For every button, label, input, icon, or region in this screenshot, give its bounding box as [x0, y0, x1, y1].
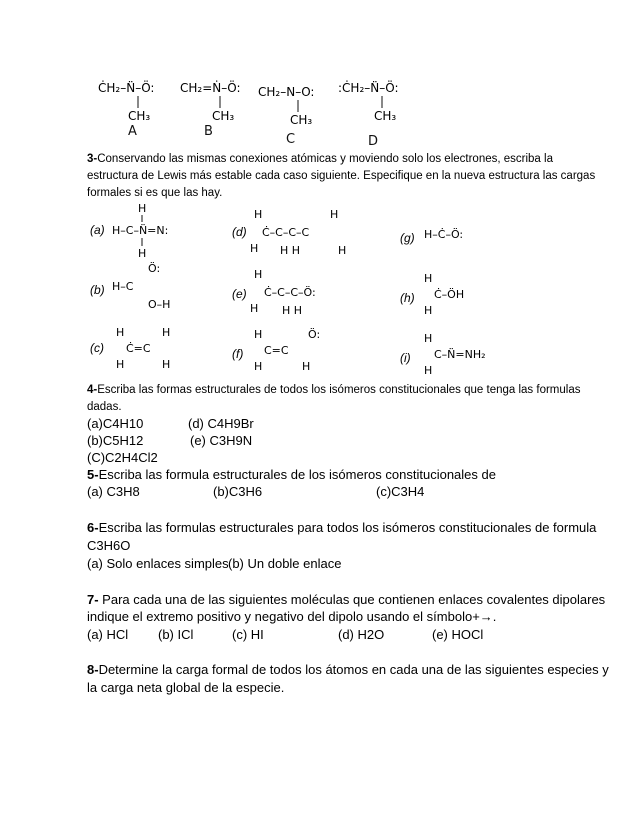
svg-text:H–Ċ–Ö:: H–Ċ–Ö:: [424, 228, 464, 241]
svg-text:H: H: [116, 358, 125, 371]
svg-text:H: H: [254, 360, 263, 373]
q3-structure-h: [420, 272, 500, 326]
q3-label-a: (a): [90, 223, 105, 237]
svg-text:Ċ=C: Ċ=C: [126, 342, 151, 355]
svg-text:H: H: [424, 332, 433, 345]
q3-line1: [87, 151, 553, 168]
q3-label-g: (g): [400, 231, 415, 245]
q3-label-b: (b): [90, 283, 105, 297]
svg-text:H: H: [254, 268, 263, 281]
q4-line1: [87, 382, 580, 399]
q3-structure-i-drawing: [420, 332, 530, 382]
q5-number: 5-: [87, 467, 99, 482]
q5-a: (a) C3H8: [87, 484, 140, 499]
svg-text:H–C–N̈=N:: H–C–N̈=N:: [112, 224, 169, 237]
structure-c-drawing: [258, 82, 338, 142]
q3-label-f: (f): [232, 347, 244, 361]
svg-text:H: H: [424, 304, 433, 317]
svg-text:O–H: O–H: [148, 298, 171, 311]
q7-item-e: (e) HOCl: [432, 627, 484, 642]
svg-text:H: H: [162, 326, 171, 339]
q6-number: 6-: [87, 520, 99, 535]
q3-structure-d: [250, 208, 360, 267]
q7-number: 7-: [87, 592, 99, 607]
q3-structure-e-drawing: [250, 268, 360, 323]
q6-formula: C3H6O: [87, 538, 131, 553]
svg-text:C=C: C=C: [264, 344, 289, 357]
svg-text:H: H: [116, 326, 125, 339]
q8-line1: [87, 662, 609, 678]
q4-row2-left: (b)C5H12: [87, 433, 144, 448]
q3-structure-b: [112, 262, 202, 326]
q3-line2: estructura de Lewis más estable cada caso siguiente. Especifique en la nueva estructura las cargas: [87, 170, 596, 182]
q3-structure-a-drawing: [112, 202, 212, 262]
q3-structure-h-drawing: [420, 272, 500, 322]
q4-row2-right: (e) C3H9N: [190, 433, 253, 448]
q3-label-h: (h): [400, 291, 415, 305]
q8-text1: Determine la carga formal de todos los átomos en cada una de las siguientes especies y: [98, 662, 609, 677]
q3-structure-e: [250, 268, 360, 327]
svg-text:Ċ–ÖH: Ċ–ÖH: [434, 288, 465, 301]
svg-text:CH₃: CH₃: [128, 109, 151, 123]
q3-line3: formales si es que las hay.: [87, 187, 223, 199]
q7-item-a: (a) HCl: [87, 627, 129, 642]
q3-structure-i: [420, 332, 530, 386]
svg-text:H: H: [250, 302, 259, 315]
q4-row3-left: (C)C2H4Cl2: [87, 450, 158, 465]
svg-text:H–C: H–C: [112, 280, 134, 293]
svg-text:H: H: [162, 358, 171, 371]
structure-b-label: B: [204, 124, 213, 139]
q6-text1: Escriba las formulas estructurales para todos los isómeros constitucionales de formula: [98, 520, 597, 535]
svg-text:H: H: [338, 244, 347, 257]
svg-text:ĊH₂–N̈–Ö:: ĊH₂–N̈–Ö:: [98, 81, 155, 95]
q3-structure-c-drawing: [112, 326, 202, 376]
structure-a: [98, 78, 178, 142]
q7-arrow: +→.: [472, 609, 497, 624]
q3-text1: Conservando las mismas conexiones atómicas y moviendo solo los electrones, escriba la: [97, 153, 553, 165]
svg-text:CH₃: CH₃: [212, 109, 235, 123]
q3-structure-a: [112, 202, 212, 266]
q3-structure-g-drawing: [424, 222, 514, 246]
svg-text:H: H: [138, 202, 147, 215]
q5-b: (b)C3H6: [213, 484, 263, 499]
structure-d-drawing: [338, 78, 418, 138]
q3-structure-f: [250, 328, 340, 382]
q3-structure-b-drawing: [112, 262, 202, 322]
q8-number: 8-: [87, 662, 99, 677]
q3-structure-c: [112, 326, 202, 380]
q3-number: 3-: [87, 153, 98, 165]
svg-text:Ö:: Ö:: [148, 262, 161, 275]
q4-number: 4-: [87, 384, 98, 396]
structure-d-label: D: [368, 134, 379, 149]
q7-text1: Para cada una de las siguientes moléculas que contienen enlaces covalentes dipolares: [98, 592, 606, 607]
svg-text:H: H: [254, 208, 263, 221]
svg-text:Ċ–C–C–Ö:: Ċ–C–C–Ö:: [264, 286, 316, 299]
structure-a-label: A: [128, 124, 137, 139]
q7-item-c: (c) HI: [232, 627, 264, 642]
structure-a-drawing: [98, 78, 178, 138]
svg-text:H: H: [250, 242, 259, 255]
q8-line2: la carga neta global de la especie.: [87, 680, 285, 695]
q6-b: (b) Un doble enlace: [228, 556, 342, 571]
q4-row1-left: (a)C4H10: [87, 416, 144, 431]
svg-text:H H: H H: [280, 244, 301, 257]
q4-line2: dadas.: [87, 401, 122, 413]
svg-text:CH₃: CH₃: [290, 113, 313, 127]
q5-line1: [87, 467, 496, 483]
structure-b-drawing: [180, 78, 260, 138]
svg-text:H: H: [330, 208, 339, 221]
q5-text1: Escriba las formula estructurales de los isómeros constitucionales de: [98, 467, 496, 482]
svg-text::ĊH₂–N̈–Ö:: :ĊH₂–N̈–Ö:: [338, 81, 399, 95]
svg-text:CH₂=Ṅ–Ö:: CH₂=Ṅ–Ö:: [180, 81, 241, 95]
structure-c: [258, 82, 338, 146]
svg-text:H: H: [254, 328, 263, 341]
q7-text2: indique el extremo positivo y negativo del dipolo usando el símbolo: [87, 609, 473, 624]
q3-label-e: (e): [232, 287, 247, 301]
q4-row1-right: (d) C4H9Br: [188, 416, 254, 431]
structure-d: [338, 78, 418, 149]
svg-text:C–N̈=NH₂: C–N̈=NH₂: [434, 348, 486, 361]
svg-text:Ö:: Ö:: [308, 328, 321, 341]
q3-structure-g: [424, 222, 514, 250]
q3-label-i: (i): [400, 351, 411, 365]
svg-text:H H: H H: [282, 304, 303, 317]
q7-item-d: (d) H2O: [338, 627, 385, 642]
q3-structure-d-drawing: [250, 208, 360, 263]
q6-line1: [87, 520, 596, 536]
structure-c-label: C: [286, 132, 296, 147]
svg-text:CH₂–N–O:: CH₂–N–O:: [258, 85, 315, 99]
q6-a: (a) Solo enlaces simples: [87, 556, 229, 571]
q3-label-c: (c): [90, 341, 104, 355]
structure-b: [180, 78, 260, 142]
svg-text:H: H: [302, 360, 311, 373]
svg-text:Ċ–C–C–C: Ċ–C–C–C: [262, 226, 310, 239]
q4-text1: Escriba las formas estructurales de todos los isómeros constitucionales que tenga las formulas: [97, 384, 581, 396]
svg-text:H: H: [424, 272, 433, 285]
q3-structure-f-drawing: [250, 328, 340, 378]
svg-text:H: H: [138, 247, 147, 260]
svg-text:H: H: [424, 364, 433, 377]
svg-text:CH₃: CH₃: [374, 109, 397, 123]
q3-label-d: (d): [232, 225, 247, 239]
q7-line1: [87, 592, 605, 608]
q7-line2: [87, 609, 496, 625]
q7-item-b: (b) ICl: [158, 627, 194, 642]
q5-c: (c)C3H4: [376, 484, 425, 499]
